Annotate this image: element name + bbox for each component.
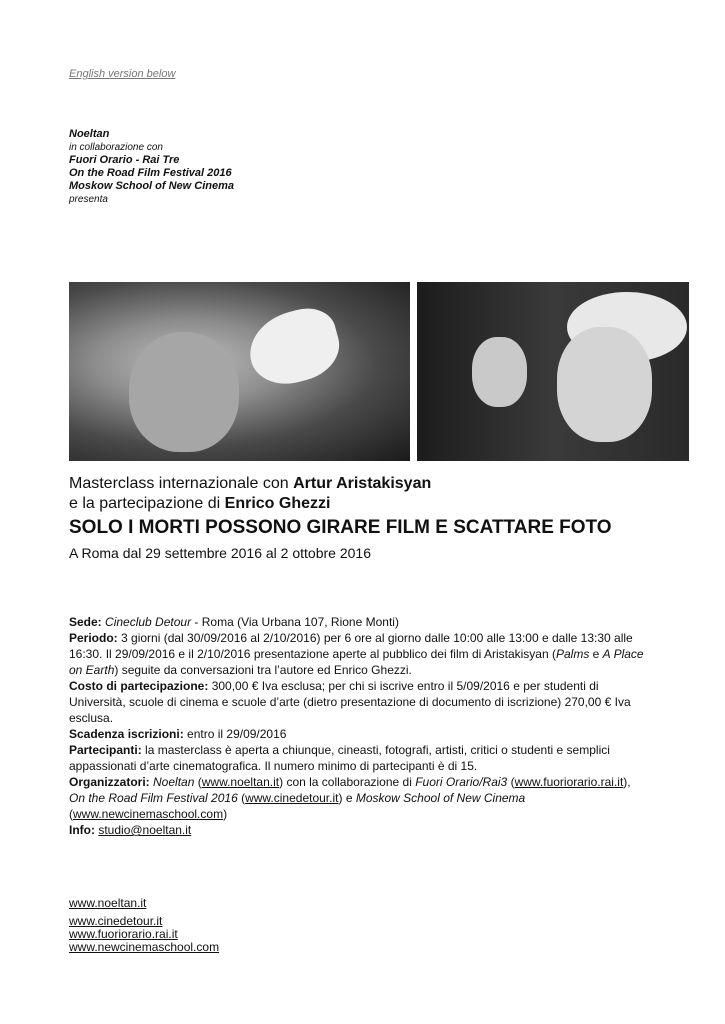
man-face <box>557 327 652 442</box>
periodo-text: 3 giorni (dal 30/09/2016 al 2/10/2016) per 6 ore al giorno dalle 10:00 alle 13:00 e dalle 13:30 alle 16:30. Il 29/09/2016 e il 2/10/2016 presentazione aperte al pubblico dei film di Aristakisyan ( <box>69 631 633 661</box>
masterclass-line <box>69 475 431 493</box>
org-and-text: e <box>342 791 356 805</box>
footer-link-newcinemaschool[interactable]: www.newcinemaschool.com <box>69 940 220 954</box>
film-place-on-earth: A Place on Earth <box>69 647 644 677</box>
film-palms: Palms <box>555 647 590 661</box>
organizzatori-row: Organizzatori: Noeltan (www.noeltan.it) con la collaborazione di Fuori Orario/Rai3 (www.fuoriorario.rai.it), On the Road Film Festival 2016 (www.cinedetour.it) e Moskow School of New Cinema (www.newcinemaschool.com) <box>69 775 631 821</box>
link-fuoriorario[interactable]: www.fuoriorario.rai.it <box>514 775 624 789</box>
partner-road-festival: On the Road Film Festival 2016 <box>69 167 232 179</box>
footer-link-cinedetour[interactable]: www.cinedetour.it <box>69 914 163 928</box>
scadenza-text: entro il 29/09/2016 <box>183 727 287 741</box>
sede-address: - Roma (Via Urbana 107, Rione Monti) <box>191 615 399 629</box>
link-noeltan[interactable]: www.noeltan.it <box>201 775 280 789</box>
photo-two-people <box>417 282 689 461</box>
event-title: SOLO I MORTI POSSONO GIRARE FILM E SCATTARE FOTO <box>69 517 612 538</box>
photo-man-with-dove <box>69 282 410 461</box>
costo-label: Costo di partecipazione: <box>69 679 209 693</box>
link-cinedetour[interactable]: www.cinedetour.it <box>245 791 339 805</box>
costo-text: 300,00 € Iva esclusa; per chi si iscrive entro il 5/09/2016 e per studenti di Università, scuole di cinema e scuole d’arte (dietro presentazione di documento di iscrizione) 270,00 € Iva esclusa. <box>69 679 631 725</box>
dove-shape <box>241 302 346 393</box>
participation-line <box>69 495 330 513</box>
link-newcinemaschool[interactable]: www.newcinemaschool.com <box>73 807 224 821</box>
partecipanti-row <box>69 742 649 774</box>
film-and: e <box>589 647 603 661</box>
masterclass-prefix: Masterclass internazionale con <box>69 475 294 492</box>
costo-row <box>69 678 649 726</box>
footer-links <box>69 897 219 954</box>
org-noeltan: Noeltan <box>153 775 195 789</box>
guest-name: Enrico Ghezzi <box>224 495 331 512</box>
periodo-row <box>69 630 649 678</box>
event-dates: A Roma dal 29 settembre 2016 al 2 ottobre 2016 <box>69 545 371 561</box>
partner-fuori-orario: Fuori Orario - Rai Tre <box>69 154 180 166</box>
sede-row <box>69 614 649 630</box>
participation-prefix: e la partecipazione di <box>69 495 225 512</box>
footer-link-fuoriorario[interactable]: www.fuoriorario.rai.it <box>69 927 178 941</box>
scadenza-row <box>69 726 649 742</box>
periodo-label: Periodo: <box>69 631 118 645</box>
details-block <box>69 614 649 838</box>
partecipanti-text: la masterclass è aperta a chiunque, cineasti, fotografi, artisti, critici o studenti e semplici appassionati d’arte cinematografica. Il numero minimo di partecipanti è di 15. <box>69 743 610 773</box>
woman-face <box>472 337 527 407</box>
english-version-link[interactable]: English version below <box>69 68 176 80</box>
artist-name: Artur Aristakisyan <box>293 475 432 492</box>
periodo-end: ) seguite da conversazioni tra l’autore ed Enrico Ghezzi. <box>114 663 412 677</box>
sede-venue: Cineclub Detour <box>105 615 192 629</box>
scadenza-label: Scadenza iscrizioni: <box>69 727 184 741</box>
org-moskow: Moskow School of New Cinema <box>355 791 526 805</box>
info-row <box>69 822 649 838</box>
org-collab-text: con la collaborazione di <box>283 775 416 789</box>
info-label: Info: <box>69 823 95 837</box>
man-face <box>129 332 239 452</box>
presenta-text: presenta <box>69 194 108 205</box>
footer-link-noeltan[interactable]: www.noeltan.it <box>69 896 147 910</box>
partecipanti-label: Partecipanti: <box>69 743 142 757</box>
info-email-link[interactable]: studio@noeltan.it <box>98 823 192 837</box>
sede-label: Sede: <box>69 615 102 629</box>
organizzatori-label: Organizzatori: <box>69 775 150 789</box>
partner-moskow-school: Moskow School of New Cinema <box>69 180 235 192</box>
org-road-festival: On the Road Film Festival 2016 <box>69 791 238 805</box>
organizer-name: Noeltan <box>69 128 110 140</box>
org-fuori-orario: Fuori Orario/Rai3 <box>415 775 508 789</box>
presenters-block <box>69 128 234 206</box>
collab-intro: in collaborazione con <box>69 142 163 153</box>
